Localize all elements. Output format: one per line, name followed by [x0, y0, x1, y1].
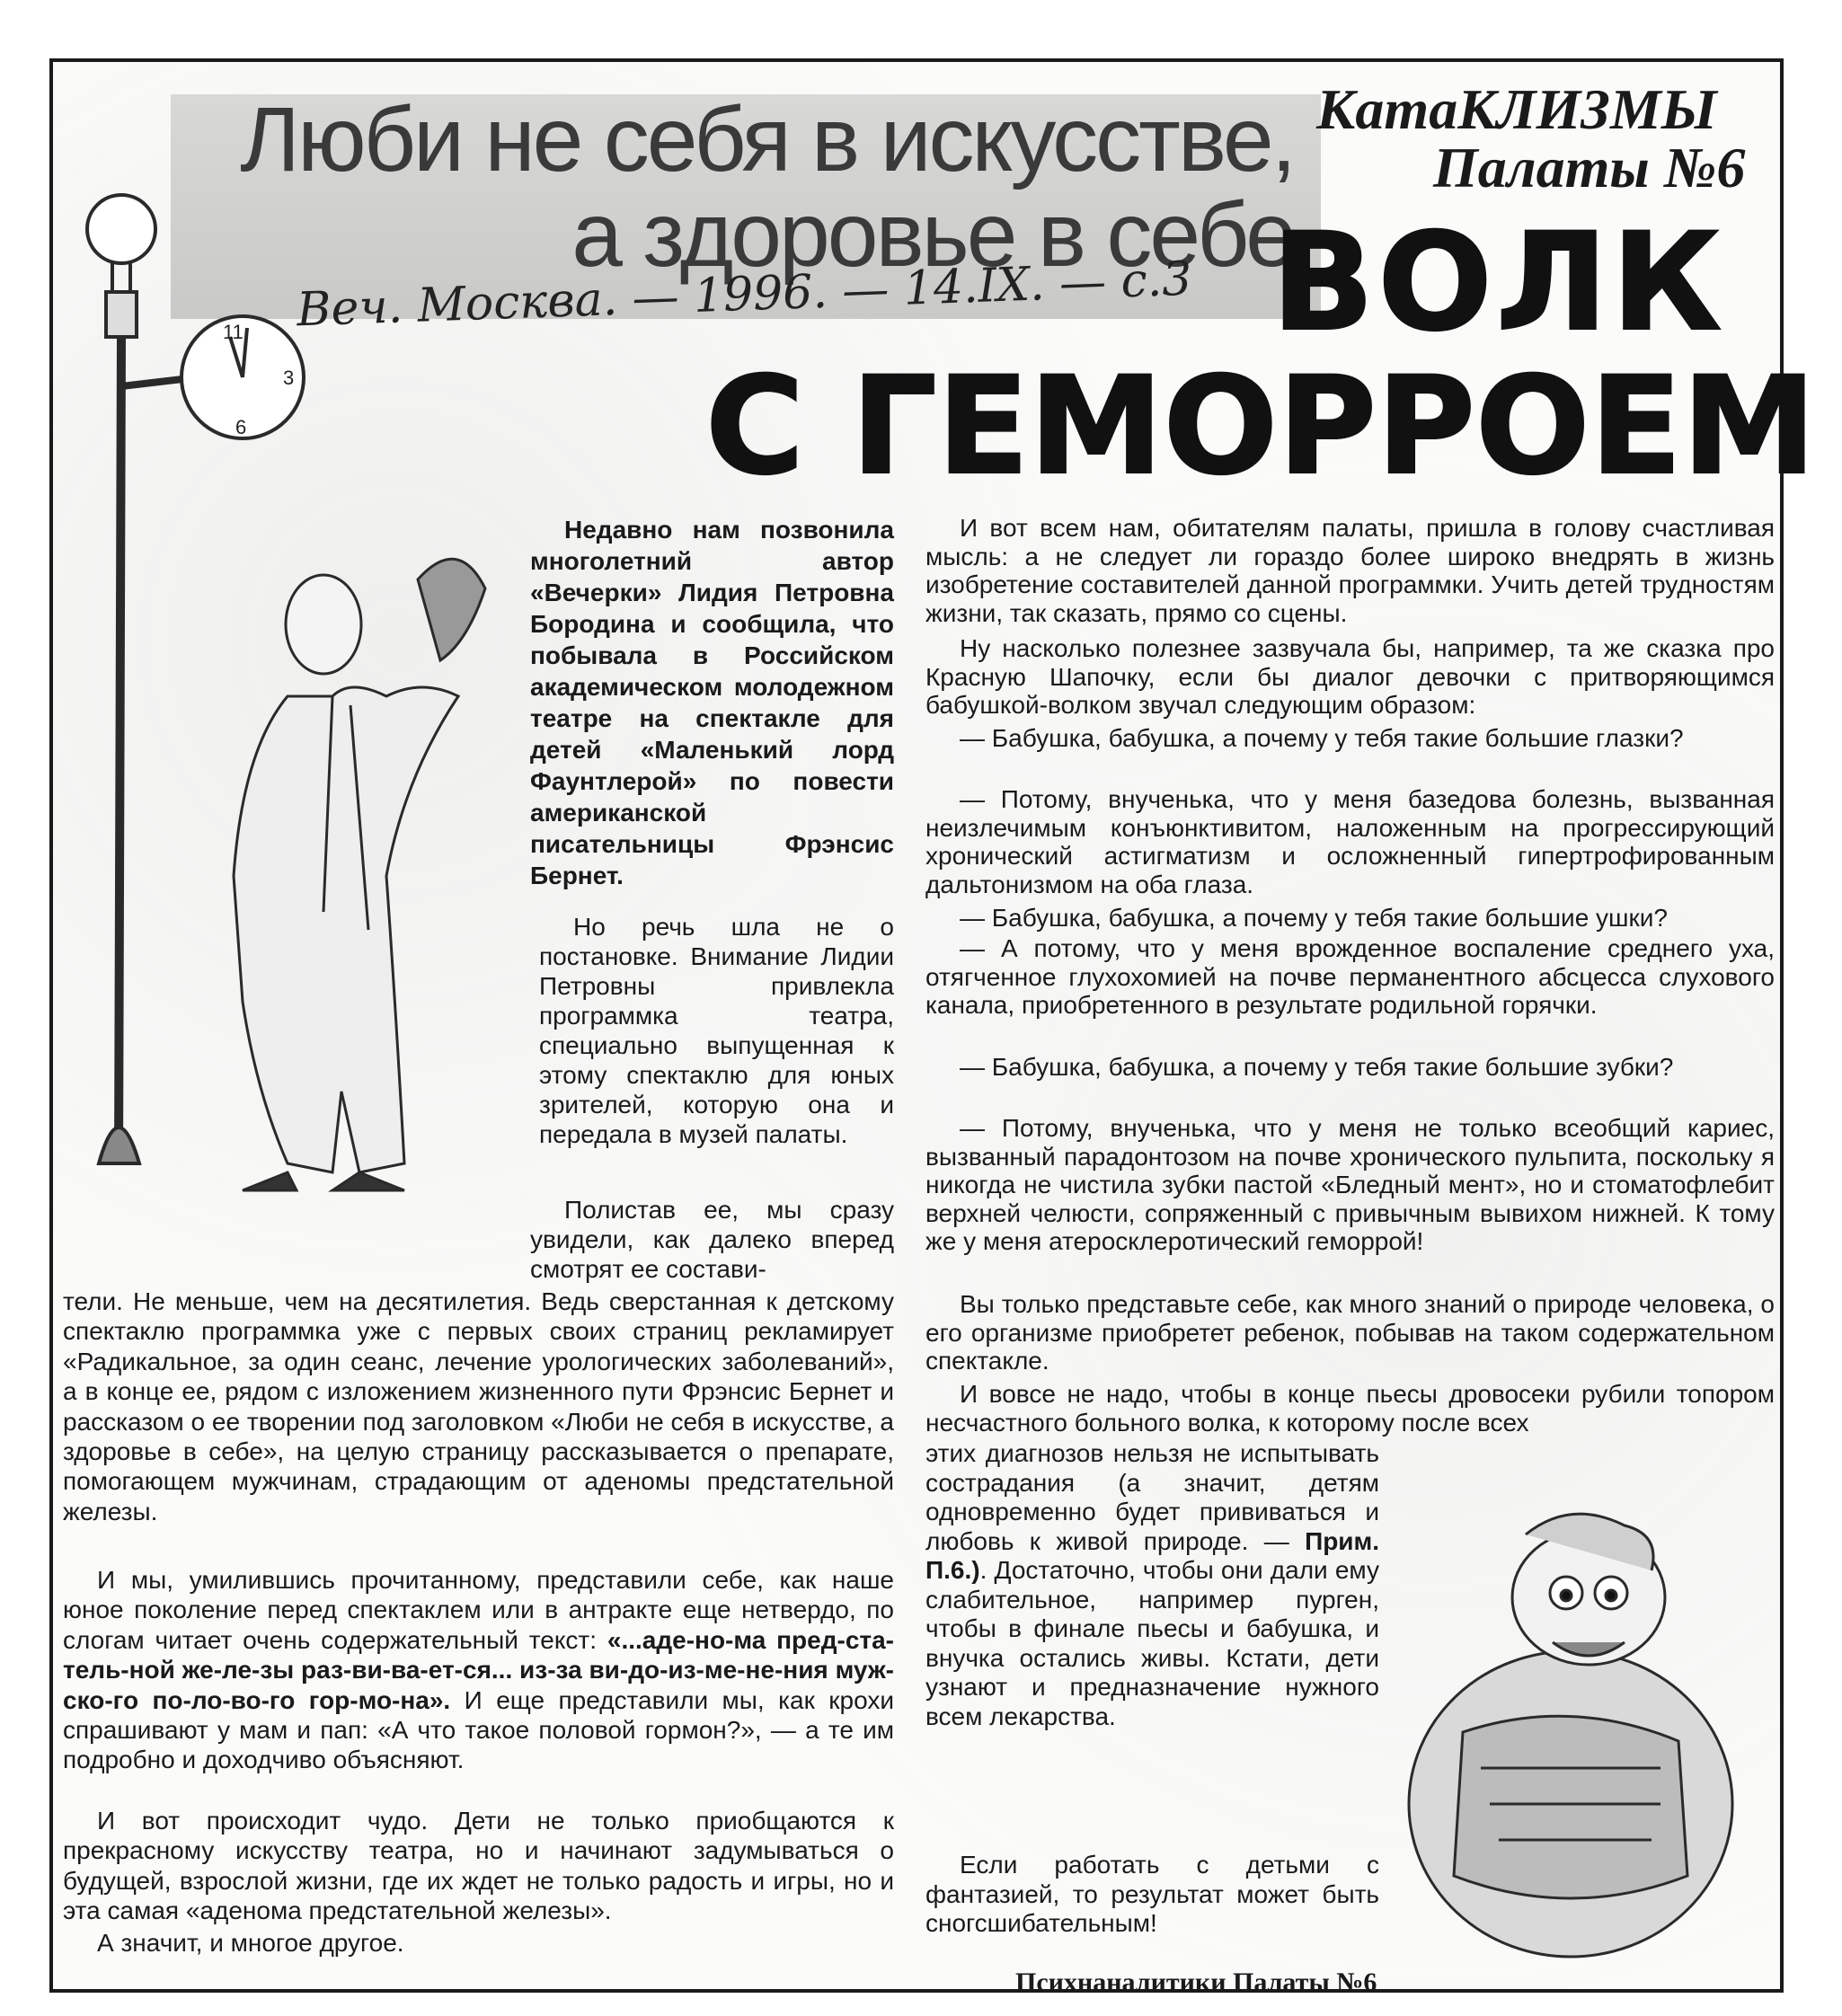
illustration-sick-wolf	[1391, 1499, 1768, 1966]
right-p10-end: . Достаточно, чтобы они дали ему слабительное, например пурген, чтобы в финале пьесы и бабушка, и внучка остались живы. Кстати, дети узнают и предназначение нужного всем лекарства.	[925, 1556, 1379, 1730]
clock-number-6: 6	[235, 416, 247, 438]
right-paragraph-5: — Бабушка, бабушка, а почему у тебя такие большие ушки?	[960, 904, 1668, 932]
right-paragraph-2: Ну насколько полезнее зазвучала бы, например, та же сказка про Красную Шапочку, если бы диалог девочки с притворяющимся бабушкой-волком звучал следующим образом:	[925, 634, 1775, 719]
left-paragraph-3-start: Полистав ее, мы сразу увидели, как далеко вперед смотрят ее состави-	[530, 1196, 894, 1283]
right-paragraph-10-start: И вовсе не надо, чтобы в конце пьесы дровосеки рубили топором несчастного больного волка, к которому после всех	[925, 1380, 1775, 1437]
right-paragraph-10-cont	[925, 1439, 1379, 1731]
left-p4-start: И мы, умилившись прочитанному, представили себе, как наше юное поколение перед спектаклем или в антракте еще нетвердо, по слогам читает очень содержательный текст:	[63, 1566, 894, 1654]
left-paragraph-2: Но речь шла не о постановке. Внимание Лидии Петровны привлекла программка театра, специально выпущенная к этому спектаклю для юных зрителей, которую она и передала в музей палаты.	[539, 913, 894, 1148]
left-p4-quote: «...аде-но-ма пред-ста-тель-ной же-ле-зы раз-ви-ва-ет-ся... из-за ви-до-из-ме-не-ния муж-ско-го по-ло-во-го гор-мо-на».	[63, 1625, 895, 1714]
right-paragraph-1: И вот всем нам, обитателям палаты, пришла в голову счастливая мысль: а не следует ли гораздо более широко внедрять в жизнь изобретение составителей данной программки. Учить детей трудностям жизни, так сказать, прямо со сцены.	[925, 514, 1775, 627]
right-paragraph-7: — Бабушка, бабушка, а почему у тебя такие большие зубки?	[960, 1053, 1674, 1081]
clock-number-11: 11	[223, 321, 244, 343]
right-paragraph-9: Вы только представьте себе, как много знаний о природе человека, о его организме приобретет ребенок, побывав на таком содержательном спектакле.	[925, 1290, 1775, 1375]
right-p10-narrow: этих диагнозов нельзя не испытывать сострадания (а значит, детям одновременно будет прививаться и любовь к живой природе. —	[925, 1439, 1379, 1555]
handwritten-source-note: Веч. Москва. — 1996. — 14.IX. — с.3	[296, 252, 1193, 338]
right-p10-note: Прим. П.6.)	[925, 1526, 1379, 1584]
rubric-line-2: Палаты №6	[1433, 136, 1746, 199]
title-line-1: ВОЛК	[1271, 205, 1726, 361]
signature: Психнаналитики Палаты №6	[1015, 1967, 1377, 1997]
illustration-man-with-clock	[63, 193, 530, 1271]
right-paragraph-8: — Потому, внученька, что у меня не только всеобщий кариес, вызванный парадонтозом на почве хронического пульпита, поскольку я никогда не чистила зубки пастой «Бледный мент», но и стоматофлебит верхней челюсти, сопряженный с привычным вывихом нижней. К тому же у меня атеросклеротический геморрой!	[925, 1114, 1775, 1255]
right-paragraph-11: Если работать с детьми с фантазией, то результат может быть сногсшибательным!	[925, 1851, 1379, 1937]
rubric-line-1: КатаКЛИЗМЫ	[1316, 77, 1717, 141]
headline-line-1: Люби не себя в искусстве,	[240, 88, 1294, 190]
left-lead-paragraph: Недавно нам позвонила многолетний автор «Вечерки» Лидия Петровна Бородина и сообщила, что побывала в Российском академическом молодежном театре на спектакле для детей «Маленький лорд Фаунтлерой» по повести американской писательницы Фрэнсис Бернет.	[530, 516, 894, 889]
left-paragraph-6: А значит, и многое другое.	[97, 1929, 404, 1957]
left-paragraph-5: И вот происходит чудо. Дети не только приобщаются к прекрасному искусству театра, но и начинают задумываться о будущей, взрослой жизни, где их ждет не только радость и игры, но и эта самая «аденома предстательной железы».	[63, 1807, 894, 1925]
right-paragraph-6: — А потому, что у меня врожденное воспаление среднего уха, отягченное глухохомией на почве перманентного абсцесса слухового канала, приобретенного в результате родильной горячки.	[925, 934, 1775, 1019]
left-paragraph-4	[63, 1565, 894, 1775]
left-paragraph-3-cont: тели. Не меньше, чем на десятилетия. Ведь сверстанная к детскому спектаклю программка уже с первых своих страниц рекламирует «Радикальное, за один сеанс, лечение урологических заболеваний», а в конце ее, рядом с изложением жизненного пути Фрэнсис Бернет и рассказом о ее творении под заголовком «Люби не себя в искусстве, а здоровье в себе», на целую страницу рассказывается о препарате, помогающем мужчинам, страдающим от аденомы предстательной железы.	[63, 1287, 894, 1525]
headline-line-2: а здоровье в себе	[571, 183, 1294, 286]
title-line-2: С ГЕМОРРОЕМ	[705, 349, 1817, 505]
left-p4-end: И еще представили мы, как крохи спрашивают у мам и пап: «А что такое половой гормон?», — а те им подробно и доходчиво объясняют.	[63, 1685, 894, 1774]
right-paragraph-3: — Бабушка, бабушка, а почему у тебя такие большие глазки?	[960, 724, 1684, 752]
clock-number-3: 3	[283, 367, 295, 389]
right-paragraph-4: — Потому, внученька, что у меня базедова болезнь, вызванная неизлечимым конъюнктивитом, наложенным на прогрессирующий хронический астигматизм и осложненный гипертрофированным дальтонизмом на оба глаза.	[925, 785, 1775, 898]
